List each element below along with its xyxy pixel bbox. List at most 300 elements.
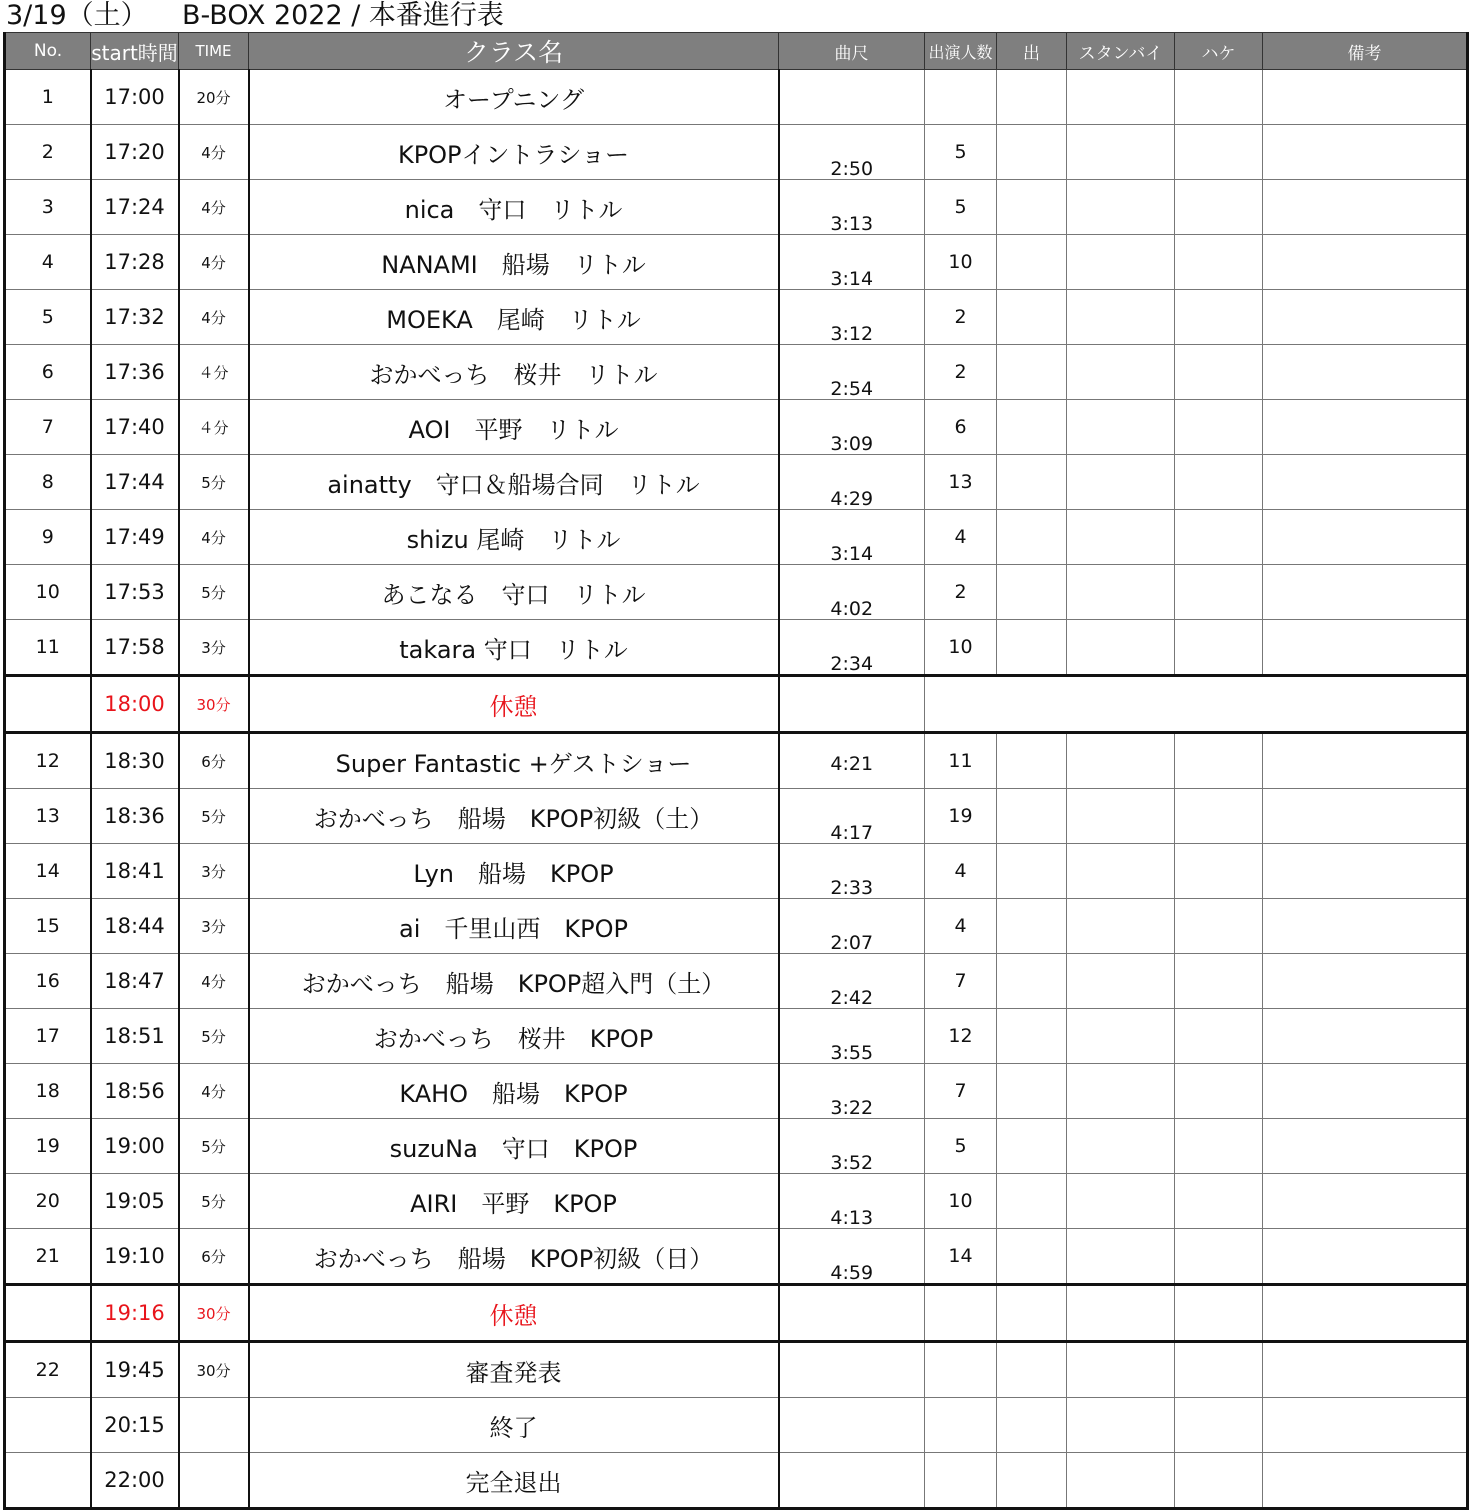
row-number: [5, 676, 91, 733]
header-time: TIME: [179, 33, 249, 70]
start-time: 17:24: [91, 180, 179, 235]
note-cell: [1263, 1064, 1468, 1119]
note-cell: [1263, 1453, 1468, 1509]
duration-value: 4:29: [830, 488, 874, 510]
standby-cell: [1067, 1174, 1175, 1229]
start-time: 17:28: [91, 235, 179, 290]
note-cell: [1263, 1009, 1468, 1064]
performer-count: 7: [925, 1064, 997, 1119]
start-time: 18:56: [91, 1064, 179, 1119]
entry-cell: [997, 345, 1067, 400]
slot-length: 3分: [179, 899, 249, 954]
row-number: 13: [5, 789, 91, 844]
duration-cell: [779, 290, 925, 345]
break-row: [5, 676, 1468, 733]
exit-cell: [1175, 1285, 1263, 1342]
duration-value: 3:52: [830, 1152, 874, 1174]
start-time: 17:49: [91, 510, 179, 565]
performer-count: 11: [925, 733, 997, 789]
break-row: [5, 1285, 1468, 1342]
class-name: Super Fantastic +ゲストショー: [249, 733, 779, 789]
schedule-row: [5, 290, 1468, 345]
row-number: 16: [5, 954, 91, 1009]
note-cell: [1263, 899, 1468, 954]
row-number: 21: [5, 1229, 91, 1285]
slot-length: 20分: [179, 70, 249, 125]
exit-cell: [1175, 235, 1263, 290]
start-time: 17:53: [91, 565, 179, 620]
duration-value: 3:14: [830, 543, 874, 565]
row-number: 4: [5, 235, 91, 290]
entry-cell: [997, 125, 1067, 180]
slot-length: 5分: [179, 1009, 249, 1064]
duration-value: 3:22: [830, 1097, 874, 1119]
duration-value: 3:14: [830, 268, 874, 290]
slot-length: [179, 1398, 249, 1453]
note-cell: [1263, 1342, 1468, 1398]
start-time: 17:40: [91, 400, 179, 455]
duration-cell: [779, 899, 925, 954]
row-number: 2: [5, 125, 91, 180]
duration-cell: [779, 70, 925, 125]
row-number: 3: [5, 180, 91, 235]
performer-count: 12: [925, 1009, 997, 1064]
entry-cell: [997, 455, 1067, 510]
start-time: 18:30: [91, 733, 179, 789]
standby-cell: [1067, 345, 1175, 400]
entry-cell: [997, 1398, 1067, 1453]
standby-cell: [1067, 1009, 1175, 1064]
duration-value: 2:34: [830, 653, 874, 675]
performer-count: [925, 70, 997, 125]
class-name: 完全退出: [249, 1453, 779, 1509]
entry-cell: [997, 1119, 1067, 1174]
entry-cell: [997, 70, 1067, 125]
exit-cell: [1175, 1342, 1263, 1398]
performer-count: 6: [925, 400, 997, 455]
schedule-row: [5, 1174, 1468, 1229]
duration-value: 4:02: [830, 598, 874, 620]
schedule-row: [5, 125, 1468, 180]
slot-length: 4分: [179, 235, 249, 290]
duration-value: 2:33: [830, 877, 874, 899]
schedule-row: [5, 1453, 1468, 1509]
performer-count: 14: [925, 1229, 997, 1285]
exit-cell: [1175, 290, 1263, 345]
slot-length: 4分: [179, 180, 249, 235]
start-time: 17:36: [91, 345, 179, 400]
note-cell: [1263, 789, 1468, 844]
slot-length: 4分: [179, 1064, 249, 1119]
exit-cell: [1175, 1119, 1263, 1174]
duration-value: 3:09: [830, 433, 874, 455]
class-name: おかべっち 桜井 リトル: [249, 345, 779, 400]
header-count: 出演人数: [925, 33, 997, 70]
duration-value: 4:17: [830, 822, 874, 844]
slot-length: 6分: [179, 733, 249, 789]
row-number: [5, 1285, 91, 1342]
duration-cell: [779, 400, 925, 455]
performer-count: [925, 1398, 997, 1453]
duration-value: 4:13: [830, 1207, 874, 1229]
schedule-row: [5, 1064, 1468, 1119]
slot-length: 5分: [179, 455, 249, 510]
note-cell: [1263, 345, 1468, 400]
slot-length: 4分: [179, 290, 249, 345]
schedule-table: [3, 32, 1469, 1510]
note-cell: [1263, 1119, 1468, 1174]
class-name: AOI 平野 リトル: [249, 400, 779, 455]
class-name: 休憩: [249, 676, 779, 733]
duration-cell: [779, 125, 925, 180]
class-name: オープニング: [249, 70, 779, 125]
row-number: 9: [5, 510, 91, 565]
class-name: KAHO 船場 KPOP: [249, 1064, 779, 1119]
standby-cell: [1067, 954, 1175, 1009]
exit-cell: [1175, 1453, 1263, 1509]
standby-cell: [1067, 1229, 1175, 1285]
row-number: [5, 1398, 91, 1453]
standby-cell: [1067, 180, 1175, 235]
exit-cell: [1175, 70, 1263, 125]
schedule-row: [5, 510, 1468, 565]
schedule-row: [5, 620, 1468, 676]
row-number: 6: [5, 345, 91, 400]
row-number: 19: [5, 1119, 91, 1174]
performer-count: 13: [925, 455, 997, 510]
performer-count: 4: [925, 510, 997, 565]
duration-cell: [779, 180, 925, 235]
header-note: 備考: [1263, 33, 1468, 70]
start-time: 17:58: [91, 620, 179, 676]
entry-cell: [997, 400, 1067, 455]
entry-cell: [997, 1229, 1067, 1285]
performer-count: 10: [925, 235, 997, 290]
exit-cell: [1175, 1398, 1263, 1453]
class-name: KPOPイントラショー: [249, 125, 779, 180]
note-cell: [1263, 1174, 1468, 1229]
exit-cell: [1175, 510, 1263, 565]
performer-count: 2: [925, 345, 997, 400]
entry-cell: [997, 1009, 1067, 1064]
standby-cell: [1067, 1119, 1175, 1174]
slot-length: 5分: [179, 1119, 249, 1174]
header-standby: スタンバイ: [1067, 33, 1175, 70]
slot-length: ４分: [179, 345, 249, 400]
start-time: 18:44: [91, 899, 179, 954]
class-name: takara 守口 リトル: [249, 620, 779, 676]
standby-cell: [1067, 125, 1175, 180]
schedule-row: [5, 1398, 1468, 1453]
note-cell: [1263, 70, 1468, 125]
performer-count: 4: [925, 844, 997, 899]
header-no: No.: [5, 33, 91, 70]
schedule-row: [5, 345, 1468, 400]
schedule-row: [5, 180, 1468, 235]
duration-cell: [779, 1229, 925, 1285]
performer-count: [925, 1342, 997, 1398]
exit-cell: [1175, 345, 1263, 400]
standby-cell: [1067, 844, 1175, 899]
row-number: 7: [5, 400, 91, 455]
start-time: 22:00: [91, 1453, 179, 1509]
performer-count: 2: [925, 290, 997, 345]
standby-cell: [1067, 235, 1175, 290]
standby-cell: [1067, 565, 1175, 620]
header-start: start時間: [91, 33, 179, 70]
duration-value: 3:12: [830, 323, 874, 345]
exit-cell: [1175, 620, 1263, 676]
duration-value: 2:42: [830, 987, 874, 1009]
start-time: 17:20: [91, 125, 179, 180]
class-name: おかべっち 船場 KPOP超入門（土）: [249, 954, 779, 1009]
class-name: 審査発表: [249, 1342, 779, 1398]
performer-count: 5: [925, 125, 997, 180]
duration-cell: [779, 1119, 925, 1174]
schedule-row: [5, 565, 1468, 620]
duration-value: 3:13: [830, 213, 874, 235]
note-cell: [1263, 733, 1468, 789]
exit-cell: [1175, 1009, 1263, 1064]
entry-cell: [997, 235, 1067, 290]
note-cell: [1263, 620, 1468, 676]
slot-length: 30分: [179, 1342, 249, 1398]
start-time: 19:45: [91, 1342, 179, 1398]
slot-length: [179, 1453, 249, 1509]
duration-cell: [779, 1174, 925, 1229]
performer-count: [925, 1453, 997, 1509]
exit-cell: [1175, 565, 1263, 620]
class-name: nica 守口 リトル: [249, 180, 779, 235]
title-event: B-BOX 2022 / 本番進行表: [182, 0, 504, 31]
class-name: NANAMI 船場 リトル: [249, 235, 779, 290]
slot-length: 3分: [179, 620, 249, 676]
row-number: 15: [5, 899, 91, 954]
class-name: あこなる 守口 リトル: [249, 565, 779, 620]
start-time: 18:51: [91, 1009, 179, 1064]
start-time: 19:10: [91, 1229, 179, 1285]
entry-cell: [997, 620, 1067, 676]
row-number: 22: [5, 1342, 91, 1398]
entry-cell: [997, 290, 1067, 345]
duration-cell: [779, 620, 925, 676]
standby-cell: [1067, 70, 1175, 125]
document-title: [6, 0, 1466, 32]
performer-count: 4: [925, 899, 997, 954]
exit-cell: [1175, 954, 1263, 1009]
note-cell: [1263, 400, 1468, 455]
class-name: おかべっち 桜井 KPOP: [249, 1009, 779, 1064]
schedule-row: [5, 954, 1468, 1009]
slot-length: 30分: [179, 676, 249, 733]
note-cell: [1263, 565, 1468, 620]
class-name: MOEKA 尾崎 リトル: [249, 290, 779, 345]
exit-cell: [1175, 125, 1263, 180]
entry-cell: [997, 1285, 1067, 1342]
slot-length: 5分: [179, 565, 249, 620]
standby-cell: [1067, 733, 1175, 789]
header-duration: 曲尺: [779, 33, 925, 70]
row-number: 1: [5, 70, 91, 125]
slot-length: 5分: [179, 789, 249, 844]
duration-cell: [779, 844, 925, 899]
title-date: 3/19（土）: [6, 0, 148, 31]
exit-cell: [1175, 789, 1263, 844]
start-time: 20:15: [91, 1398, 179, 1453]
row-number: 10: [5, 565, 91, 620]
standby-cell: [1067, 899, 1175, 954]
header-class: クラス名: [249, 33, 779, 70]
header-exit: ハケ: [1175, 33, 1263, 70]
note-cell: [1263, 180, 1468, 235]
entry-cell: [997, 1453, 1067, 1509]
note-cell: [1263, 954, 1468, 1009]
duration-cell: [779, 954, 925, 1009]
exit-cell: [1175, 180, 1263, 235]
class-name: AIRI 平野 KPOP: [249, 1174, 779, 1229]
slot-length: 30分: [179, 1285, 249, 1342]
schedule-row: [5, 844, 1468, 899]
row-number: 18: [5, 1064, 91, 1119]
duration-value: 4:21: [830, 753, 874, 775]
schedule-body: [5, 70, 1468, 1509]
standby-cell: [1067, 1285, 1175, 1342]
standby-cell: [1067, 620, 1175, 676]
exit-cell: [1175, 733, 1263, 789]
duration-cell: [779, 345, 925, 400]
header-entry: 出: [997, 33, 1067, 70]
standby-cell: [1067, 789, 1175, 844]
schedule-row: [5, 733, 1468, 789]
class-name: shizu 尾崎 リトル: [249, 510, 779, 565]
row-number: 14: [5, 844, 91, 899]
entry-cell: [997, 1064, 1067, 1119]
schedule-row: [5, 1342, 1468, 1398]
exit-cell: [1175, 1229, 1263, 1285]
standby-cell: [1067, 455, 1175, 510]
slot-length: 6分: [179, 1229, 249, 1285]
performer-count: 19: [925, 789, 997, 844]
row-number: 12: [5, 733, 91, 789]
duration-cell: [779, 455, 925, 510]
duration-cell: [779, 235, 925, 290]
duration-cell: [779, 1453, 925, 1509]
duration-cell: [779, 1009, 925, 1064]
entry-cell: [997, 1342, 1067, 1398]
header-row: [5, 33, 1468, 70]
note-cell: [1263, 844, 1468, 899]
performer-count: 10: [925, 620, 997, 676]
entry-cell: [997, 954, 1067, 1009]
entry-cell: [997, 565, 1067, 620]
standby-cell: [1067, 510, 1175, 565]
class-name: Lyn 船場 KPOP: [249, 844, 779, 899]
duration-value: 2:07: [830, 932, 874, 954]
note-cell: [1263, 455, 1468, 510]
standby-cell: [1067, 1064, 1175, 1119]
start-time: 19:00: [91, 1119, 179, 1174]
start-time: 17:44: [91, 455, 179, 510]
start-time: 18:36: [91, 789, 179, 844]
exit-cell: [1175, 455, 1263, 510]
duration-value: 4:59: [830, 1262, 874, 1284]
class-name: ai 千里山西 KPOP: [249, 899, 779, 954]
performer-count: 7: [925, 954, 997, 1009]
note-cell: [1263, 1229, 1468, 1285]
standby-cell: [1067, 1453, 1175, 1509]
entry-cell: [997, 733, 1067, 789]
start-time: 17:32: [91, 290, 179, 345]
slot-length: ４分: [179, 400, 249, 455]
performer-count: 2: [925, 565, 997, 620]
entry-cell: [997, 510, 1067, 565]
class-name: おかべっち 船場 KPOP初級（土）: [249, 789, 779, 844]
row-number: [5, 1453, 91, 1509]
duration-cell: [779, 510, 925, 565]
duration-cell: [779, 1398, 925, 1453]
merged-cell: [925, 676, 1468, 733]
note-cell: [1263, 510, 1468, 565]
duration-cell: [779, 565, 925, 620]
start-time: 17:00: [91, 70, 179, 125]
row-number: 8: [5, 455, 91, 510]
duration-value: 2:50: [830, 158, 874, 180]
entry-cell: [997, 844, 1067, 899]
performer-count: 10: [925, 1174, 997, 1229]
note-cell: [1263, 125, 1468, 180]
schedule-row: [5, 235, 1468, 290]
row-number: 11: [5, 620, 91, 676]
exit-cell: [1175, 899, 1263, 954]
row-number: 20: [5, 1174, 91, 1229]
class-name: 終了: [249, 1398, 779, 1453]
class-name: ainatty 守口＆船場合同 リトル: [249, 455, 779, 510]
duration-cell: [779, 733, 925, 789]
start-time: 18:47: [91, 954, 179, 1009]
class-name: suzuNa 守口 KPOP: [249, 1119, 779, 1174]
slot-length: 3分: [179, 844, 249, 899]
slot-length: 5分: [179, 1174, 249, 1229]
schedule-row: [5, 1229, 1468, 1285]
slot-length: 4分: [179, 510, 249, 565]
exit-cell: [1175, 400, 1263, 455]
slot-length: 4分: [179, 125, 249, 180]
row-number: 5: [5, 290, 91, 345]
start-time: 18:41: [91, 844, 179, 899]
schedule-row: [5, 899, 1468, 954]
entry-cell: [997, 1174, 1067, 1229]
performer-count: [925, 1285, 997, 1342]
duration-cell: [779, 1285, 925, 1342]
exit-cell: [1175, 1174, 1263, 1229]
note-cell: [1263, 235, 1468, 290]
duration-cell: [779, 676, 925, 733]
start-time: 19:16: [91, 1285, 179, 1342]
note-cell: [1263, 290, 1468, 345]
duration-value: 2:54: [830, 378, 874, 400]
exit-cell: [1175, 1064, 1263, 1119]
schedule-row: [5, 400, 1468, 455]
schedule-row: [5, 455, 1468, 510]
performer-count: 5: [925, 1119, 997, 1174]
note-cell: [1263, 1285, 1468, 1342]
standby-cell: [1067, 1342, 1175, 1398]
entry-cell: [997, 789, 1067, 844]
duration-value: 3:55: [830, 1042, 874, 1064]
standby-cell: [1067, 290, 1175, 345]
class-name: 休憩: [249, 1285, 779, 1342]
slot-length: 4分: [179, 954, 249, 1009]
